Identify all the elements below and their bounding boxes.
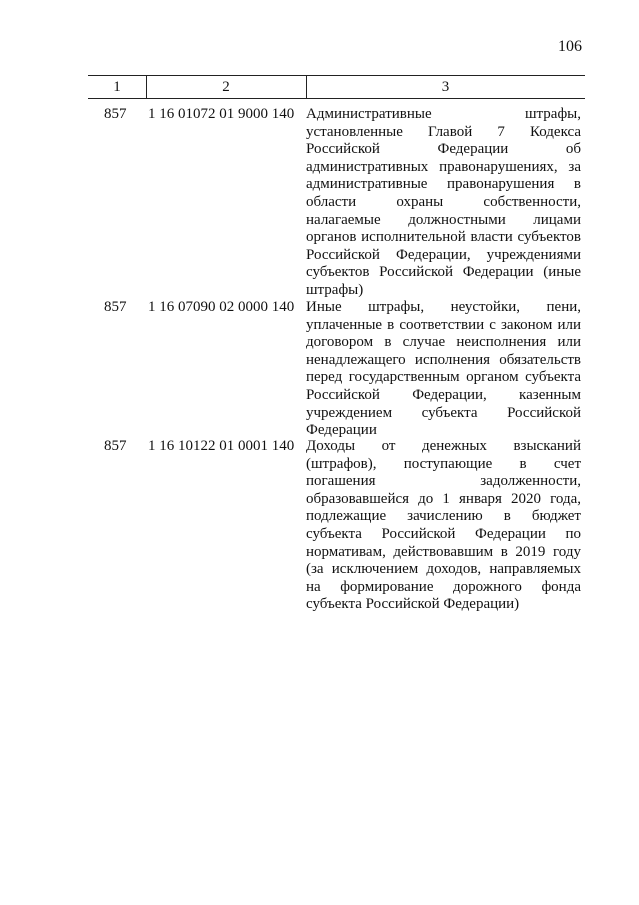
admin-code: 857 (104, 438, 127, 454)
header-col-2: 2 (222, 79, 230, 95)
kbk-code: 1 16 10122 01 0001 140 (148, 438, 295, 454)
header-col-1: 1 (113, 79, 121, 95)
admin-code: 857 (104, 106, 127, 122)
admin-code: 857 (104, 299, 127, 315)
kbk-code: 1 16 07090 02 0000 140 (148, 299, 295, 315)
header-col-3: 3 (441, 79, 450, 95)
row-description: Иные штрафы, неустойки, пени, уплаченные в соответствии с законом или договором в случае неисполнения или ненадлежащего исполнения обязательств перед государственным органом субъекта Российской Федерации, казенным учреждением субъекта Российской Федерации (306, 299, 581, 439)
kbk-code: 1 16 01072 01 9000 140 (148, 106, 295, 122)
row-description: Доходы от денежных взысканий (штрафов), поступающие в счет погашения задолженности, образовавшейся до 1 января 2020 года, подлежащие зачислению в бюджет субъекта Российской Федерации по нормативам, действовавшим в 2019 году (за исключением доходов, направляемых на формирование дорожного фонда субъекта Российской Федерации) (306, 438, 581, 613)
row-description: Административные штрафы, установленные Главой 7 Кодекса Российской Федерации об административных правонарушениях, за административные правонарушения в области охраны собственности, налагаемые должностными лицами органов исполнительной власти субъектов Российской Федерации, учреждениями субъектов Российской Федерации (иные штрафы) (306, 106, 581, 298)
table-header (88, 75, 585, 99)
page-number: 106 (558, 38, 582, 55)
